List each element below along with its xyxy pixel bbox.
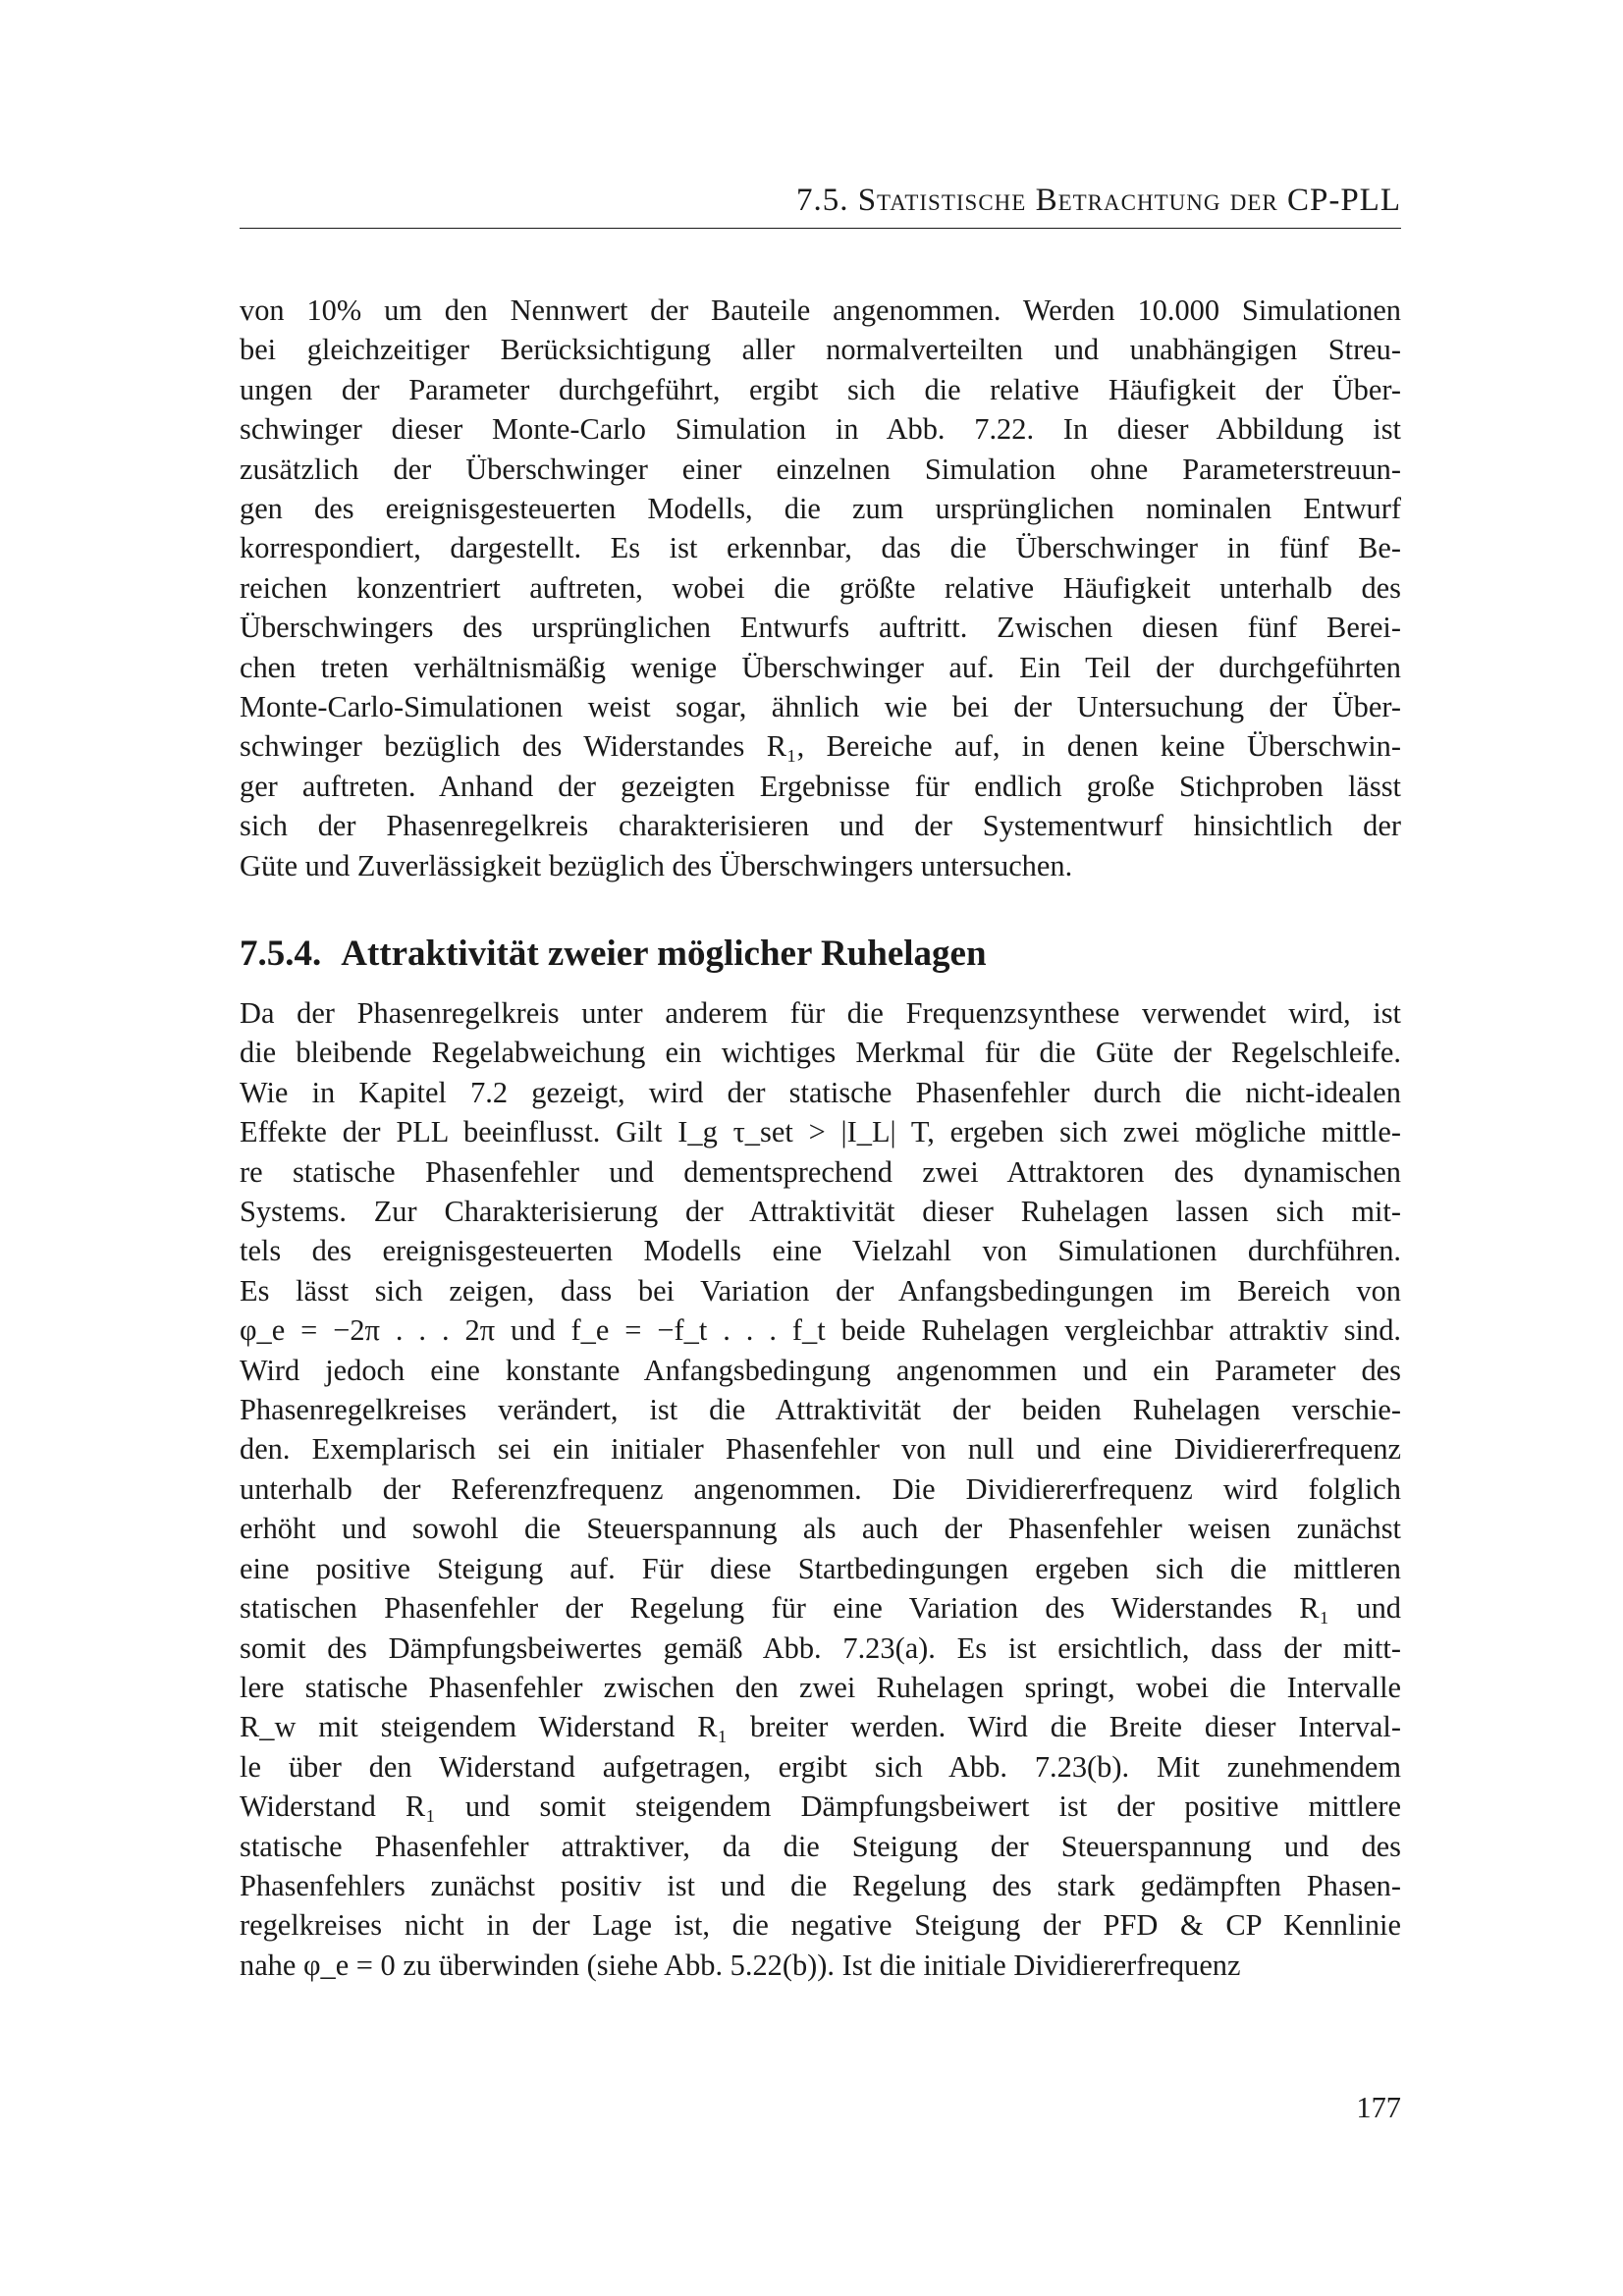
text-line: Wie in Kapitel 7.2 gezeigt, wird der statische Phasenfehler durch die nicht-idealen (240, 1075, 1401, 1109)
text-line: statischen Phasenfehler der Regelung für eine Variation des Widerstandes R₁ und (240, 1591, 1401, 1626)
text-line: chen treten verhältnismäßig wenige Überschwinger auf. Ein Teil der durchgeführten (240, 650, 1401, 684)
text-line: ger auftreten. Anhand der gezeigten Ergebnisse für endlich große Stichproben lässt (240, 769, 1401, 803)
text-line: ungen der Parameter durchgeführt, ergibt sich die relative Häufigkeit der Über- (240, 372, 1401, 406)
text-line: schwinger bezüglich des Widerstandes R₁, Bereiche auf, in denen keine Überschwin- (240, 729, 1401, 764)
paragraph-attraktivitaet (240, 993, 1401, 1985)
text-line: den. Exemplarisch sei ein initialer Phasenfehler von null und eine Dividiererfrequenz (240, 1432, 1401, 1467)
text-line: reichen konzentriert auftreten, wobei die größte relative Häufigkeit unterhalb des (240, 570, 1401, 605)
text-line: lere statische Phasenfehler zwischen den zwei Ruhelagen springt, wobei die Intervalle (240, 1670, 1401, 1704)
text-line: Phasenregelkreises verändert, ist die Attraktivität der beiden Ruhelagen verschie- (240, 1393, 1401, 1427)
section-title: Attraktivität zweier möglicher Ruhelagen (341, 934, 987, 974)
text-line: Es lässt sich zeigen, dass bei Variation der Anfangsbedingungen im Bereich von (240, 1273, 1401, 1308)
paragraph-monte-carlo (240, 291, 1401, 885)
text-line: re statische Phasenfehler und dementsprechend zwei Attraktoren des dynamischen (240, 1154, 1401, 1189)
text-line: somit des Dämpfungsbeiwertes gemäß Abb. 7.23(a). Es ist ersichtlich, dass der mitt- (240, 1630, 1401, 1665)
text-line: Wird jedoch eine konstante Anfangsbedingung angenommen und ein Parameter des (240, 1353, 1401, 1387)
text-line: eine positive Steigung auf. Für diese Startbedingungen ergeben sich die mittleren (240, 1551, 1401, 1585)
text-line: Effekte der PLL beeinflusst. Gilt I_g τ_set > |I_L| T, ergeben sich zwei mögliche mittle- (240, 1115, 1401, 1149)
section-number: 7.5.4. (240, 934, 322, 974)
text-line: unterhalb der Referenzfrequenz angenommen. Die Dividiererfrequenz wird folglich (240, 1471, 1401, 1506)
text-line: nahe φ_e = 0 zu überwinden (siehe Abb. 5.22(b)). Ist die initiale Dividiererfrequenz (240, 1948, 1241, 1982)
text-line: Systems. Zur Charakterisierung der Attraktivität dieser Ruhelagen lassen sich mit- (240, 1195, 1401, 1229)
text-line: Da der Phasenregelkreis unter anderem für die Frequenzsynthese verwendet wird, ist (240, 996, 1401, 1030)
text-line: Monte-Carlo-Simulationen weist sogar, ähnlich wie bei der Untersuchung der Über- (240, 690, 1401, 724)
header-rule (240, 228, 1401, 229)
text-line: R_w mit steigendem Widerstand R₁ breiter werden. Wird die Breite dieser Interval- (240, 1710, 1401, 1744)
text-line: gen des ereignisgesteuerten Modells, die zum ursprünglichen nominalen Entwurf (240, 492, 1401, 526)
text-line: Güte und Zuverlässigkeit bezüglich des Überschwingers untersuchen. (240, 848, 1073, 882)
text-line: bei gleichzeitiger Berücksichtigung aller normalverteilten und unabhängigen Streu- (240, 333, 1401, 367)
text-line: von 10% um den Nennwert der Bauteile angenommen. Werden 10.000 Simulationen (240, 294, 1401, 327)
text-line: Widerstand R₁ und somit steigendem Dämpfungsbeiwert ist der positive mittlere (240, 1789, 1401, 1824)
text-line: Überschwingers des ursprünglichen Entwurfs auftritt. Zwischen diesen fünf Berei- (240, 611, 1401, 645)
text-line: φ_e = −2π . . . 2π und f_e = −f_t . . . f_t beide Ruhelagen vergleichbar attraktiv sind. (240, 1313, 1401, 1348)
text-line: regelkreises nicht in der Lage ist, die negative Steigung der PFD & CP Kennlinie (240, 1908, 1401, 1943)
text-line: erhöht und sowohl die Steuerspannung als auch der Phasenfehler weisen zunächst (240, 1512, 1401, 1546)
running-header: 7.5. Statistische Betrachtung der CP-PLL (795, 183, 1401, 218)
page-number: 177 (1356, 2091, 1401, 2124)
text-line: statische Phasenfehler attraktiver, da die Steigung der Steuerspannung und des (240, 1829, 1401, 1863)
text-line: sich der Phasenregelkreis charakterisieren und der Systementwurf hinsichtlich der (240, 809, 1401, 843)
section-heading (240, 933, 1401, 976)
text-line: Phasenfehlers zunächst positiv ist und die Regelung des stark gedämpften Phasen- (240, 1868, 1401, 1902)
text-line: tels des ereignisgesteuerten Modells eine Vielzahl von Simulationen durchführen. (240, 1234, 1401, 1268)
text-line: die bleibende Regelabweichung ein wichtiges Merkmal für die Güte der Regelschleife. (240, 1036, 1401, 1070)
text-line: le über den Widerstand aufgetragen, ergibt sich Abb. 7.23(b). Mit zunehmendem (240, 1749, 1401, 1784)
text-line: zusätzlich der Überschwinger einer einzelnen Simulation ohne Parameterstreuun- (240, 452, 1401, 486)
text-line: korrespondiert, dargestellt. Es ist erkennbar, das die Überschwinger in fünf Be- (240, 531, 1401, 565)
text-line: schwinger dieser Monte-Carlo Simulation in Abb. 7.22. In dieser Abbildung ist (240, 412, 1401, 447)
